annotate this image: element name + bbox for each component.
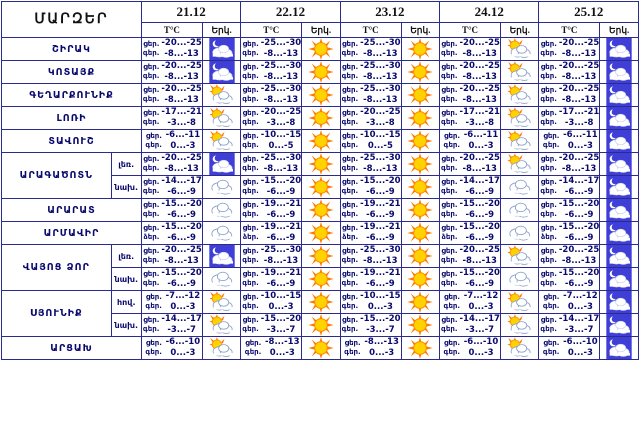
temperature-cell: ցեր. գեր. -7...-12 0...-3 [141, 291, 202, 314]
weather-icon-sun-cloud [500, 153, 539, 176]
col-temp-2: T°C [340, 23, 401, 38]
temperature-cell: ցեր. գեր. -20...-25 -8...-13 [142, 61, 202, 82]
weather-icon-sun [401, 61, 440, 84]
weather-icon-sun [302, 61, 341, 84]
weather-icon-sun-cloud [500, 61, 539, 84]
weather-icon-cloud-night [600, 268, 639, 291]
weather-icon-sun-cloud [202, 107, 241, 130]
date-header-2: 23.12 [340, 2, 439, 23]
temperature-cell: ցեր. գեր. -20...-25 -8...-13 [142, 84, 202, 105]
region-label: ԱՐՑԱԽ [2, 337, 142, 360]
temperature-cell: ցեր. գեր. -20...-25 -8...-13 [440, 153, 500, 174]
temperature-cell: ցեր. գեր. -20...-25 -3...-8 [242, 107, 302, 128]
col-sky-4: Երկ. [600, 23, 639, 38]
temperature-cell: ցեր. գեր. -20...-25 -3...-8 [341, 107, 401, 128]
weather-icon-sun [302, 291, 341, 314]
region-label: ԼՈՌԻ [2, 107, 142, 130]
weather-icon-cloud [202, 199, 241, 222]
weather-icon-sun-cloud [202, 84, 241, 107]
weather-icon-cloud-night [600, 38, 639, 61]
region-label: ՎԱՅՈՑ ՁՈՐ [2, 245, 112, 291]
table-row [2, 38, 639, 61]
temperature-cell: ցեր. գեր. -10...-15 0...-3 [242, 291, 302, 312]
region-label: ԿՈՏԱՅՔ [2, 61, 142, 84]
table-row [2, 337, 639, 360]
col-temp-1: T°C [241, 23, 302, 38]
temperature-cell: ցեր. գեր. -15...-20 -3...-7 [242, 314, 302, 335]
weather-icon-cloud-night [202, 38, 241, 61]
weather-icon-cloud-night [600, 84, 639, 107]
weather-icon-sun-cloud [500, 84, 539, 107]
region-label: ՇԻՐԱԿ [2, 38, 142, 61]
date-header-4: 25.12 [539, 2, 639, 23]
temperature-cell: ցեր. ձեր. -15...-20 -6...-9 [540, 222, 600, 243]
weather-icon-sun [401, 38, 440, 61]
temperature-cell: ցեր. գեր. -19...-21 -6...-9 [242, 199, 302, 220]
weather-icon-cloud [202, 268, 241, 291]
temperature-cell: ցեր. գեր. -14...-17 -6...-9 [142, 176, 202, 197]
temperature-cell: ցեր. գեր. -25...-30 -8...-13 [242, 153, 302, 174]
temperature-cell: ցեր. գեր. -19...-21 -6...-9 [341, 268, 401, 289]
temperature-cell: ցեր. գեր. -20...-25 -8...-13 [540, 84, 600, 105]
temperature-cell: ցեր. գեր. -6...-11 0...-3 [539, 130, 600, 153]
weather-icon-sun [302, 130, 341, 153]
weather-icon-cloud-night [600, 337, 639, 360]
table-row [2, 199, 639, 222]
weather-icon-cloud [202, 176, 241, 199]
weather-icon-cloud-night [600, 222, 639, 245]
table-row [2, 245, 639, 268]
weather-icon-sun [302, 337, 341, 360]
weather-icon-cloud-night [600, 153, 639, 176]
weather-icon-sun [401, 176, 440, 199]
table-row [2, 153, 639, 176]
temperature-cell: ցեր. գեր. -14...-17 -6...-9 [440, 176, 500, 197]
weather-icon-sun [401, 337, 440, 360]
weather-icon-sun-cloud [202, 337, 241, 360]
subregion-label: նախ. [111, 314, 141, 337]
temperature-cell: ցեր. գեր. -15...-20 -6...-9 [242, 176, 302, 197]
temperature-cell: ցեր. գեր. -8...-13 0...-3 [241, 337, 302, 360]
weather-icon-sun [401, 314, 440, 337]
temperature-cell: ցեր. գեր. -15...-20 -6...-9 [341, 176, 401, 197]
temperature-cell: ցեր. գեր. -20...-25 -8...-13 [440, 245, 500, 266]
weather-icon-sun [401, 153, 440, 176]
temperature-cell: ցեր. գեր. -10...-15 0...-5 [242, 130, 302, 151]
table-title: ՄԱՐԶԵՐ [2, 2, 142, 38]
weather-icon-cloud-night [202, 153, 241, 176]
subregion-label: նախ. [111, 268, 141, 291]
temperature-cell: ցեր. գեր. -25...-30 -8...-13 [341, 153, 401, 174]
subregion-label: լեռ. [111, 153, 141, 176]
col-temp-4: T°C [539, 23, 600, 38]
temperature-cell: ցեր. գեր. -15...-20 -6...-9 [142, 268, 202, 289]
table-row [2, 130, 639, 153]
col-sky-3: Երկ. [500, 23, 539, 38]
weather-icon-sun [302, 176, 341, 199]
temperature-cell: ցեր. գեր. -25...-30 -8...-13 [242, 38, 302, 59]
weather-icon-cloud-night [202, 245, 241, 268]
temperature-cell: ցեր. գեր. -15...-20 -6...-9 [540, 199, 600, 220]
weather-icon-sun [302, 84, 341, 107]
temperature-cell: ցեր. գեր. -20...-25 -8...-13 [440, 84, 500, 105]
temperature-cell: ցեր. ձեր. -19...-21 -6...-9 [242, 222, 302, 243]
table-row [2, 84, 639, 107]
temperature-cell: ցեր. գեր. -15...-20 -6...-9 [540, 268, 600, 289]
temperature-cell: ցեր. գեր. -15...-20 -6...-9 [440, 268, 500, 289]
weather-forecast-table [1, 1, 639, 360]
table-row [2, 61, 639, 84]
temperature-cell: ցեր. գեր. -8...-13 0...-3 [340, 337, 401, 360]
temperature-cell: ցեր. գեր. -20...-25 -8...-13 [540, 61, 600, 82]
subregion-label: հով. [111, 291, 141, 314]
temperature-cell: ցեր. գեր. -6...-11 0...-3 [141, 130, 202, 153]
weather-icon-sun [302, 199, 341, 222]
temperature-cell: ցեր. գեր. -19...-21 -6...-9 [242, 268, 302, 289]
weather-icon-cloud-night [600, 245, 639, 268]
subregion-label: լեռ. [111, 245, 141, 268]
col-sky-0: Երկ. [202, 23, 241, 38]
temperature-cell: ցեր. ձեր. -15...-20 -6...-9 [143, 222, 202, 243]
col-temp-3: T°C [440, 23, 501, 38]
temperature-cell: ցեր. գեր. -6...-10 0...-3 [141, 337, 202, 360]
weather-icon-sun [302, 153, 341, 176]
temperature-cell: ցեր. գեր. -25...-30 -8...-13 [242, 84, 302, 105]
temperature-cell: ցեր. գեր. -10...-15 0...-5 [341, 130, 401, 151]
table-row [2, 291, 639, 314]
weather-icon-sun [401, 222, 440, 245]
weather-icon-sun-cloud [500, 130, 539, 153]
weather-icon-sun [401, 268, 440, 291]
weather-icon-cloud [500, 268, 539, 291]
forecast-rows [2, 38, 639, 360]
temperature-cell: ցեր. գեր. -14...-17 -3...-7 [540, 314, 600, 335]
temperature-cell: ցեր. գեր. -20...-25 -8...-13 [540, 38, 600, 59]
temperature-cell: ցեր. գեր. -14...-17 -3...-7 [142, 314, 202, 335]
temperature-cell: ցեր. գեր. -14...-17 -6...-9 [540, 176, 600, 197]
col-temp-0: T°C [141, 23, 202, 38]
temperature-cell: ցեր. գեր. -19...-21 -6...-9 [341, 199, 401, 220]
temperature-cell: ցեր. գեր. -15...-20 -6...-9 [440, 199, 500, 220]
region-label: ԳԵՂԱՐՔՈՒՆԻՔ [2, 84, 142, 107]
temperature-cell: ցեր. գեր. -25...-30 -8...-13 [341, 38, 401, 59]
col-sky-1: Երկ. [302, 23, 341, 38]
temperature-cell: ցեր. գեր. -15...-20 -6...-9 [142, 199, 202, 220]
temperature-cell: ցեր. գեր. -20...-25 -8...-13 [440, 61, 500, 82]
weather-icon-cloud [500, 222, 539, 245]
table-row [2, 222, 639, 245]
temperature-cell: ցեր. գեր. -14...-17 -3...-7 [440, 314, 500, 335]
weather-icon-cloud-night [600, 61, 639, 84]
weather-icon-cloud-night [600, 314, 639, 337]
weather-icon-sun-cloud [500, 314, 539, 337]
temperature-cell: ցեր. գեր. -7...-12 0...-3 [539, 291, 600, 314]
weather-icon-sun [401, 291, 440, 314]
temperature-cell: ցեր. ձեր. -15...-20 -6...-9 [441, 222, 500, 243]
weather-icon-sun [302, 222, 341, 245]
weather-icon-cloud [500, 199, 539, 222]
weather-icon-sun-cloud [500, 38, 539, 61]
weather-icon-sun [401, 245, 440, 268]
weather-icon-sun [302, 314, 341, 337]
temperature-cell: ցեր. գեր. -15...-20 -3...-7 [341, 314, 401, 335]
col-sky-2: Երկ. [401, 23, 440, 38]
weather-icon-sun-cloud [500, 245, 539, 268]
temperature-cell: ցեր. գեր. -17...-21 -3...-8 [540, 107, 600, 128]
weather-icon-sun [302, 107, 341, 130]
weather-icon-sun-cloud [500, 337, 539, 360]
weather-icon-cloud [500, 176, 539, 199]
weather-icon-sun [401, 84, 440, 107]
weather-icon-sun [302, 268, 341, 291]
weather-icon-cloud-night [600, 176, 639, 199]
temperature-cell: ցեր. գեր. -20...-25 -8...-13 [540, 245, 600, 266]
temperature-cell: ցեր. գեր. -20...-25 -8...-13 [142, 38, 202, 59]
temperature-cell: ցեր. գեր. -25...-30 -8...-13 [341, 84, 401, 105]
weather-icon-sun-cloud [202, 130, 241, 153]
weather-icon-cloud-night [202, 61, 241, 84]
temperature-cell: ցեր. գեր. -25...-30 -8...-13 [341, 245, 401, 266]
date-header-0: 21.12 [141, 2, 240, 23]
weather-icon-sun [302, 245, 341, 268]
temperature-cell: ցեր. գեր. -20...-25 -8...-13 [440, 38, 500, 59]
weather-icon-sun [401, 107, 440, 130]
weather-icon-cloud-night [600, 199, 639, 222]
weather-icon-sun-cloud [202, 314, 241, 337]
temperature-cell: ցեր. գեր. -17...-21 -3...-8 [440, 107, 500, 128]
temperature-cell: ցեր. գեր. -25...-30 -8...-13 [242, 245, 302, 266]
temperature-cell: ցեր. գեր. -20...-25 -8...-13 [142, 153, 202, 174]
region-label: ՍՅՈՒՆԻՔ [2, 291, 112, 337]
weather-icon-sun [302, 38, 341, 61]
temperature-cell: ցեր. գեր. -7...-12 0...-3 [440, 291, 501, 314]
temperature-cell: ցեր. գեր. -17...-21 -3...-8 [142, 107, 202, 128]
region-label: ԱՐԱՐԱՏ [2, 199, 142, 222]
region-label: ԱՐԱԳԱԾՈՏՆ [2, 153, 112, 199]
temperature-cell: ցեր. գեր. -20...-25 -8...-13 [142, 245, 202, 266]
temperature-cell: ցեր. գեր. -6...-10 0...-3 [440, 337, 501, 360]
weather-icon-cloud [202, 222, 241, 245]
temperature-cell: ցեր. գեր. -25...-30 -8...-13 [242, 61, 302, 82]
region-label: ՏԱՎՈՒՇ [2, 130, 142, 153]
temperature-cell: ցեր. ձեր. -19...-21 -6...-9 [342, 222, 401, 243]
weather-icon-sun-cloud [500, 107, 539, 130]
weather-icon-cloud-night [600, 130, 639, 153]
temperature-cell: ցեր. գեր. -25...-30 -8...-13 [341, 61, 401, 82]
weather-icon-sun [401, 199, 440, 222]
date-header-1: 22.12 [241, 2, 340, 23]
region-label: ԱՐՄԱՎԻՐ [2, 222, 142, 245]
weather-icon-sun [401, 130, 440, 153]
weather-icon-sun-cloud [500, 291, 539, 314]
date-header-3: 24.12 [440, 2, 539, 23]
temperature-cell: ցեր. գեր. -6...-11 0...-3 [440, 130, 501, 153]
table-row [2, 107, 639, 130]
weather-icon-cloud-night [600, 107, 639, 130]
temperature-cell: ցեր. գեր. -20...-25 -8...-13 [540, 153, 600, 174]
subregion-label: նախ. [111, 176, 141, 199]
weather-icon-cloud-night [600, 291, 639, 314]
temperature-cell: ցեր. գեր. -10...-15 0...-3 [341, 291, 401, 312]
weather-icon-sun-cloud [202, 291, 241, 314]
temperature-cell: ցեր. գեր. -6...-10 0...-3 [539, 337, 600, 360]
